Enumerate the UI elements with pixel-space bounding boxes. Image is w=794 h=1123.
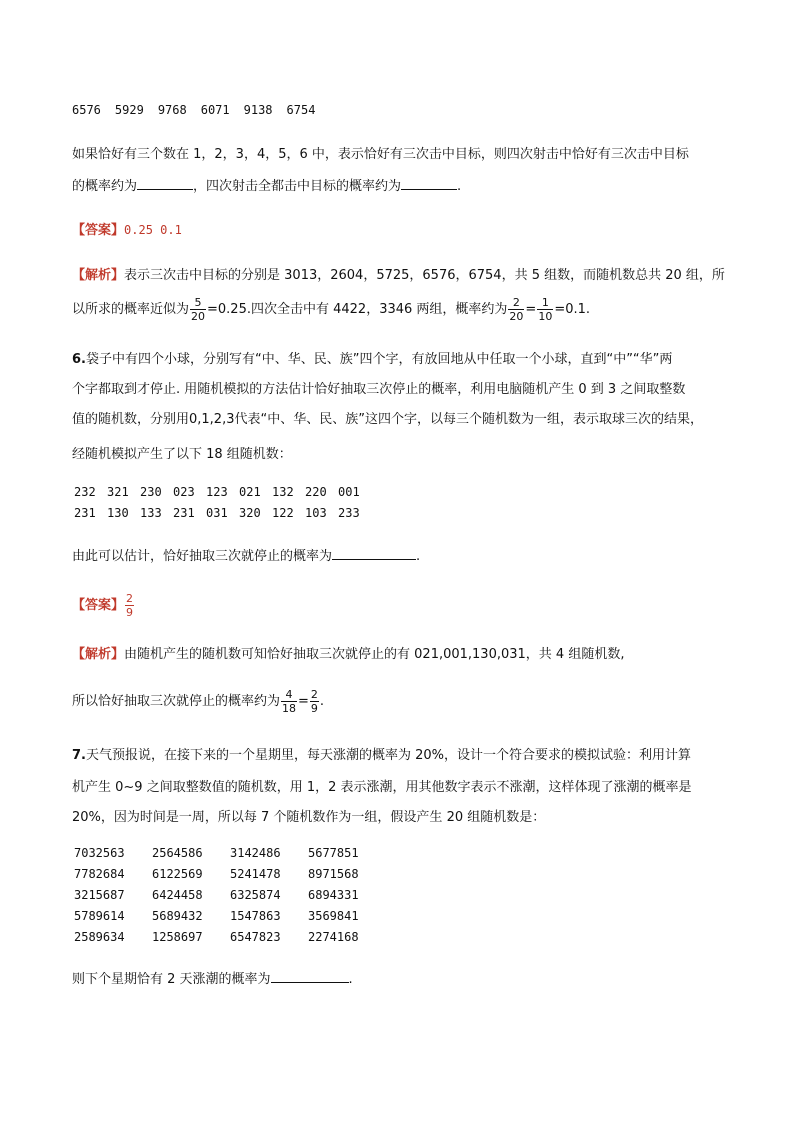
answer-value: 0.25 0.1 [124,223,182,237]
q6-random-number-table [74,482,371,524]
q6-text-line-1 [72,350,672,370]
fraction-numerator: 2 [508,296,524,310]
fraction-numerator: 1 [537,296,553,310]
random-number: 321 [107,485,129,499]
analysis-text: =0.25.四次全击中有 4422，3346 两组，概率约为 [207,302,508,317]
random-number: 232 [74,485,96,499]
fraction-denominator: 20 [191,310,206,323]
random-number: 3569841 [308,909,359,923]
answer-blank [137,175,193,190]
equals-sign: = [525,302,537,317]
q5-text-line-2 [72,175,461,197]
random-number: 6547823 [230,930,281,944]
random-number: 6424458 [152,888,203,902]
random-number: 130 [107,506,129,520]
random-number: 021 [239,485,261,499]
q6-analysis-line-2 [72,686,324,718]
q6-text-line-2: 个字都取到才停止. 用随机模拟的方法估计恰好抽取三次停止的概率，利用电脑随机产生 0 到 3 之间取整数 [72,382,686,397]
random-number: 5689432 [152,909,203,923]
random-number: 2564586 [152,846,203,860]
q6-question [72,545,420,567]
random-number: 5677851 [308,846,359,860]
answer-tag: 【答案】 [72,223,125,238]
fraction-numerator: 2 [126,592,134,605]
random-number: 132 [272,485,294,499]
table-row [74,885,386,906]
q7-text: 天气预报说，在接下来的一个星期里，每天涨潮的概率为 20%，设计一个符合要求的模拟试验：利用计算 [85,748,692,763]
question-number: 7. [72,748,86,763]
random-number: 320 [239,506,261,520]
analysis-text: . [319,694,325,709]
random-number: 9138 [243,103,273,117]
q6-text: 由此可以估计，恰好抽取三次就停止的概率为 [72,549,333,564]
random-number: 122 [272,506,294,520]
random-number: 6894331 [308,888,359,902]
analysis-tag: 【解析】 [72,268,125,283]
fraction [310,688,319,715]
table-row [74,482,371,503]
q6-text: 袋子中有四个小球，分别写有“中、华、民、族”四个字，有放回地从中任取一个小球，直到“中”“华”两 [85,352,673,367]
table-row [74,503,371,524]
fraction-denominator: 20 [509,310,524,323]
random-number: 6122569 [152,867,203,881]
random-number: 1258697 [152,930,203,944]
q7-text-line-1 [72,746,691,766]
table-row [74,864,386,885]
random-number: 231 [173,506,195,520]
random-number: 220 [305,485,327,499]
random-number: 9768 [157,103,187,117]
random-number: 230 [140,485,162,499]
q6-analysis-line-1 [72,645,624,665]
q5-answer [72,220,182,241]
random-number: 5929 [114,103,144,117]
fraction-denominator: 9 [310,702,318,715]
random-number: 3215687 [74,888,125,902]
q7-text: 则下个星期恰有 2 天涨潮的概率为 [72,972,271,987]
fraction [281,688,297,715]
random-number-row [72,100,329,120]
q5-text-line-1: 如果恰好有三个数在 1，2，3，4，5，6 中，表示恰好有三次击中目标，则四次射击中恰好有三次击中目标 [72,147,689,162]
table-row [74,906,386,927]
q7-random-number-table [74,843,386,948]
q7-text: . [348,972,353,987]
answer-fraction [125,592,134,619]
answer-blank [401,175,457,190]
random-number: 001 [338,485,360,499]
random-number: 2274168 [308,930,359,944]
fraction [537,296,553,323]
random-number: 3142486 [230,846,281,860]
fraction-numerator: 4 [281,688,297,702]
fraction-denominator: 18 [282,702,297,715]
question-number: 6. [72,352,86,367]
analysis-text: 表示三次击中目标的分别是 3013，2604，5725，6576，6754，共 5 组数，而随机数总共 20 组，所 [124,268,725,283]
table-row [74,843,386,864]
random-number: 103 [305,506,327,520]
random-number: 133 [140,506,162,520]
random-number: 6071 [200,103,230,117]
analysis-text: 由随机产生的随机数可知恰好抽取三次就停止的有 021,001,130,031，共 4 组随机数, [124,647,625,662]
analysis-text: 所以恰好抽取三次就停止的概率约为 [72,694,281,709]
fraction-numerator: 2 [310,688,318,701]
q6-text-line-3: 值的随机数，分别用0,1,2,3代表“中、华、民、族”这四个字，以每三个随机数为一组，表示取球三次的结果， [72,412,703,427]
random-number: 6754 [286,103,316,117]
random-number: 5241478 [230,867,281,881]
fraction-numerator: 5 [190,296,206,310]
q5-text: . [457,179,462,194]
q5-text: ，四次射击全都击中目标的概率约为 [193,179,402,194]
q6-text: . [416,549,421,564]
q7-text-line-2: 机产生 0~9 之间取整数值的随机数，用 1，2 表示涨潮，用其他数字表示不涨潮，这样体现了涨潮的概率是 [72,780,692,795]
q7-text-line-3: 20%，因为时间是一周，所以每 7 个随机数作为一组，假设产生 20 组随机数是： [72,810,546,825]
fraction [508,296,524,323]
q5-analysis-line-1 [72,266,725,286]
analysis-text: 以所求的概率近似为 [72,302,190,317]
random-number: 7032563 [74,846,125,860]
random-number: 031 [206,506,228,520]
equals-sign: = [298,694,309,709]
analysis-text: =0.1. [554,302,591,317]
q7-question [72,968,353,990]
random-number: 231 [74,506,96,520]
analysis-tag: 【解析】 [72,647,125,662]
random-number: 6325874 [230,888,281,902]
fraction-denominator: 9 [126,606,134,619]
random-number: 8971568 [308,867,359,881]
answer-blank [332,545,416,560]
q6-answer [72,590,135,622]
random-number: 5789614 [74,909,125,923]
random-number: 123 [206,485,228,499]
q5-text: 的概率约为 [72,179,138,194]
q5-analysis-line-2 [72,294,590,326]
random-number: 6576 [72,103,101,117]
table-row [74,927,386,948]
random-number: 7782684 [74,867,125,881]
answer-blank [271,968,349,983]
random-number: 233 [338,506,360,520]
answer-tag: 【答案】 [72,598,125,613]
fraction-denominator: 10 [538,310,553,323]
q6-text-line-4: 经随机模拟产生了以下 18 组随机数： [72,447,292,462]
fraction [190,296,206,323]
random-number: 023 [173,485,195,499]
random-number: 2589634 [74,930,125,944]
random-number: 1547863 [230,909,281,923]
